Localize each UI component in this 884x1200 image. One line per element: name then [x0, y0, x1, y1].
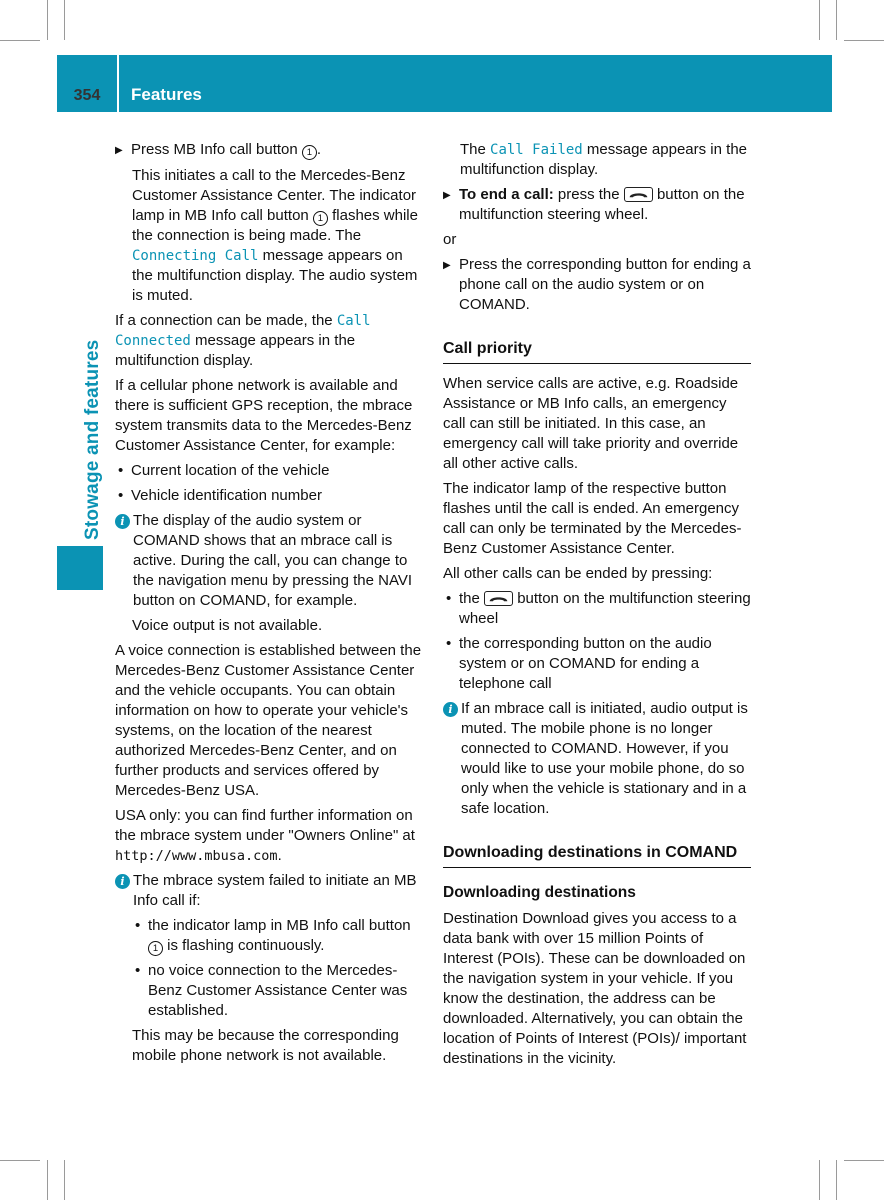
display-message: Call Failed [490, 142, 583, 158]
paragraph [115, 806, 423, 866]
circled-number: 1 [302, 145, 317, 160]
bullet-item [443, 634, 751, 694]
block-text [133, 511, 423, 611]
bullet-icon: • [446, 635, 452, 652]
page-number: 354 [73, 87, 101, 104]
paragraph [443, 479, 751, 559]
end-call-button-icon [484, 591, 513, 606]
text-run: no voice connection to the Mercedes-Benz Customer Assistance Center was established. [148, 962, 408, 1019]
chapter-edge-tab [57, 546, 103, 590]
text-run: Current location of the vehicle [131, 462, 330, 479]
text-run: If a cellular phone network is available and there is sufficient GPS reception, the mbrace system transmits data to the Mercedes-Benz Customer Assistance Center, for example: [115, 377, 413, 454]
text-run: The [460, 141, 491, 158]
action-arrow-icon: ▶ [115, 145, 123, 156]
paragraph [115, 641, 423, 801]
block-text [443, 479, 751, 559]
text-run: Call priority [443, 340, 532, 357]
end-call-button-icon [624, 187, 653, 202]
text-run: A voice connection is established between the Mercedes-Benz Customer Assistance Center and the vehicle occupants. You can obtain information on how to operate your vehicle's systems, on the location of the nearest authorized Mercedes-Benz Center, and on further products and services offered by Mercedes-Benz USA. [115, 642, 422, 799]
section-heading [443, 339, 751, 364]
crop-mark [836, 0, 837, 40]
text-run: flashes while the connection is being made. The [132, 207, 418, 244]
display-message: Call Connected [115, 313, 371, 349]
text-run: the [459, 590, 485, 607]
info-icon: i [443, 702, 458, 717]
info-icon: i [115, 514, 130, 529]
text-run: If a connection can be made, the [115, 312, 337, 329]
info-icon: i [115, 874, 130, 889]
paragraph [443, 564, 751, 584]
crop-mark [836, 1160, 837, 1200]
block-text [131, 486, 423, 506]
text-run: Press the corresponding button for ending a phone call on the audio system or on COMAND. [459, 256, 751, 313]
action-arrow-icon: ▶ [443, 260, 451, 271]
crop-mark [844, 1160, 884, 1161]
info-note [115, 511, 423, 611]
text-run: This initiates a call to the Mercedes-Benz Customer Assistance Center. The indicator lamp in MB Info call button [132, 167, 417, 224]
action-item [443, 185, 751, 225]
block-text [459, 185, 751, 225]
action-arrow-icon: ▶ [443, 190, 451, 201]
block-text [132, 1026, 423, 1066]
text-run: The mbrace system failed to initiate an MB Info call if: [133, 872, 417, 909]
block-text [443, 340, 532, 357]
text-run: message appears in the multifunction display. [460, 141, 748, 178]
left-column [115, 140, 423, 1071]
crop-mark [0, 1160, 40, 1161]
crop-mark [819, 0, 820, 40]
text-run: Downloading destinations [443, 884, 636, 901]
block-text [131, 461, 423, 481]
paragraph [115, 376, 423, 456]
text-run: All other calls can be ended by pressing: [443, 565, 713, 582]
bullet-icon: • [118, 462, 124, 479]
block-text [115, 641, 423, 801]
bullet-item [443, 589, 751, 629]
block-text [459, 255, 751, 315]
block-text [133, 871, 423, 911]
crop-mark [47, 1160, 48, 1200]
text-run: the corresponding button on the audio system or on COMAND for ending a telephone call [459, 635, 712, 692]
block-text [148, 916, 423, 956]
bold-text: To end a call: [459, 186, 554, 203]
bullet-item [132, 916, 423, 956]
bullet-icon: • [118, 487, 124, 504]
bullet-item [115, 486, 423, 506]
crop-mark [0, 40, 40, 41]
block-text [148, 961, 423, 1021]
crop-mark [47, 0, 48, 40]
text-run: press the [553, 186, 624, 203]
bullet-icon: • [135, 917, 141, 934]
section-heading [443, 843, 751, 868]
block-text [461, 699, 751, 819]
text-run: Voice output is not available. [132, 617, 323, 634]
info-note [115, 871, 423, 911]
block-text [460, 140, 751, 180]
crop-mark [819, 1160, 820, 1200]
paragraph [132, 616, 423, 636]
action-item [443, 255, 751, 315]
block-text [459, 634, 751, 694]
display-message: Connecting Call [132, 248, 259, 264]
block-text [443, 844, 737, 861]
url-text: http://www.mbusa.com [115, 848, 278, 864]
text-run: Destination Download gives you access to a data bank with over 15 million Points of Interest (POIs). These can be downloaded on the navigation system in your vehicle. If you know the destination, the address can be downloaded. Alternatively, you can obtain the location of Points of Interest (POIs)/ important destinations in the vicinity. [443, 910, 747, 1067]
sub-heading [443, 883, 751, 903]
text-run: button on the multifunction steering wheel [459, 590, 751, 627]
action-item [115, 140, 423, 161]
text-run: the indicator lamp in MB Info call button [148, 917, 411, 934]
info-note [443, 699, 751, 819]
bullet-icon: • [135, 962, 141, 979]
block-text [115, 311, 423, 371]
crop-mark [64, 1160, 65, 1200]
block-text [115, 376, 423, 456]
block-text [132, 616, 423, 636]
right-column [443, 140, 751, 1074]
text-run: Press MB Info call button [131, 141, 302, 158]
block-text [459, 589, 751, 629]
paragraph [443, 374, 751, 474]
paragraph [132, 166, 423, 306]
text-run: message appears on the multifunction display. The audio system is muted. [132, 247, 418, 304]
text-run: The display of the audio system or COMAND shows that an mbrace call is active. During the call, you can change to the navigation menu by pressing the NAVI button on COMAND, for example. [133, 512, 413, 609]
paragraph [115, 311, 423, 371]
header-separator [117, 55, 119, 112]
block-text [443, 374, 751, 474]
block-text [443, 230, 751, 250]
paragraph [460, 140, 751, 180]
block-text [443, 884, 636, 901]
chapter-title: Features [131, 85, 202, 104]
text-run: Downloading destinations in COMAND [443, 844, 738, 861]
text-run: message appears in the multifunction display. [115, 332, 356, 369]
text-run: . [316, 141, 322, 158]
bullet-icon: • [446, 590, 452, 607]
circled-number: 1 [148, 941, 163, 956]
text-run: . [277, 847, 282, 864]
circled-number: 1 [313, 211, 328, 226]
text-run: USA only: you can find further information on the mbrace system under "Owners Online" at [115, 807, 415, 844]
text-run: button on the multifunction steering wheel. [459, 186, 745, 223]
text-run: Vehicle identification number [131, 487, 322, 504]
paragraph [132, 1026, 423, 1066]
chapter-header-band [57, 55, 832, 112]
crop-mark [64, 0, 65, 40]
paragraph [443, 909, 751, 1069]
bullet-item [132, 961, 423, 1021]
or-separator [443, 230, 751, 250]
block-text [443, 909, 751, 1069]
block-text [443, 564, 751, 584]
crop-mark [844, 40, 884, 41]
sidebar-chapter-label: Stowage and features [82, 339, 103, 540]
text-run: If an mbrace call is initiated, audio output is muted. The mobile phone is no longer connected to COMAND. However, if you would like to use your mobile phone, do so only when the vehicle is stationary and in a safe location. [461, 700, 748, 817]
block-text [132, 166, 423, 306]
text-run: This may be because the corresponding mobile phone network is not available. [132, 1027, 399, 1064]
block-text [131, 140, 423, 160]
bullet-item [115, 461, 423, 481]
text-run: or [443, 231, 457, 248]
text-run: The indicator lamp of the respective button flashes until the call is ended. An emergency call can only be terminated by the Mercedes-Benz Customer Assistance Center. [443, 480, 742, 557]
text-run: is flashing continuously. [163, 937, 325, 954]
text-run: When service calls are active, e.g. Roadside Assistance or MB Info calls, an emergency call can still be initiated. In this case, an emergency call will take priority and override all other active calls. [443, 375, 739, 472]
block-text [115, 806, 423, 866]
